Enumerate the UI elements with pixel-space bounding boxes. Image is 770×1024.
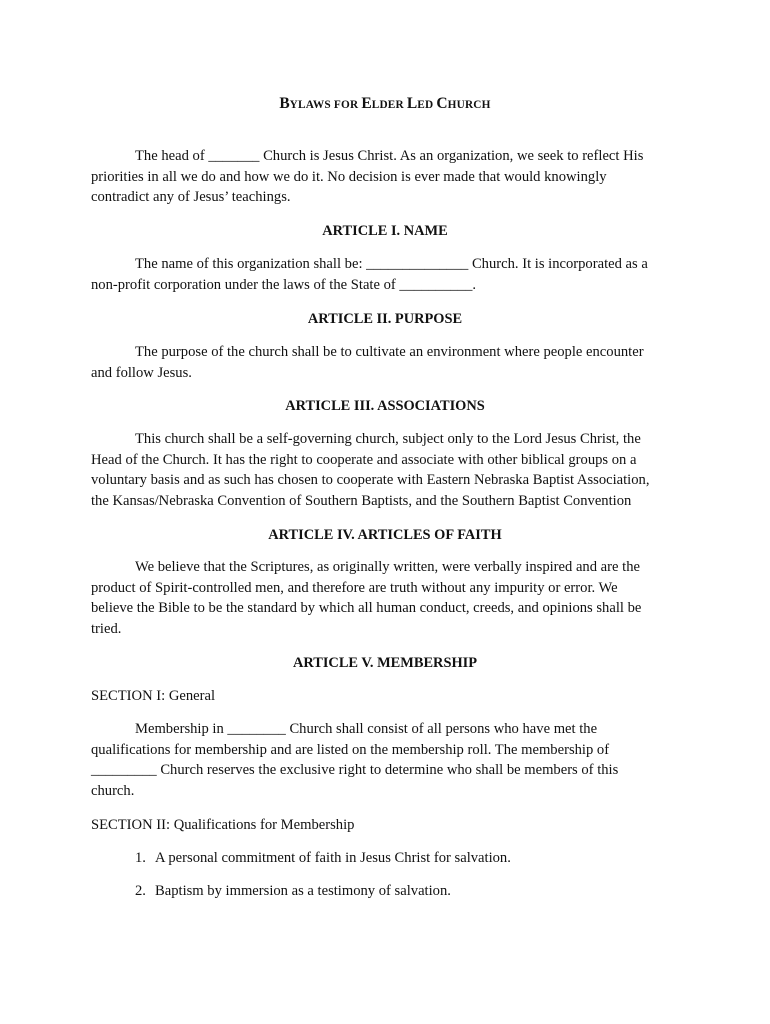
article-1-paragraph: The name of this organization shall be: ______________ Church. It is incorporated as a non-profit corporation under the laws of the State of __________. [91,256,648,293]
document-title: BYLAWS FOR ELDER LED CHURCH [279,95,491,112]
article-4-heading: ARTICLE IV. ARTICLES OF FAITH [268,527,502,543]
article-4-paragraph: We believe that the Scriptures, as originally written, were verbally inspired and are the product of Spirit-controlled men, and therefore are truth without any impurity or error. We believe the Bible to be the standard by which all human conduct, creeds, and opinions shall be tried. [91,559,642,637]
section-1-title: SECTION I: General [91,688,216,704]
article-3-paragraph: This church shall be a self-governing church, subject only to the Lord Jesus Christ, the Head of the Church. It has the right to cooperate and associate with other biblical groups on a voluntary basis and as such has chosen to cooperate with Eastern Nebraska Baptist Association, the Kansas/Nebraska Convention of Southern Baptists, and the Southern Baptist Convention [91,431,650,509]
article-5-heading: ARTICLE V. MEMBERSHIP [292,655,478,671]
article-3-heading: ARTICLE III. ASSOCIATIONS [285,398,485,414]
section-1-paragraph: Membership in ________ Church shall consist of all persons who have met the qualifications for membership and are listed on the membership roll. The membership of _________ Church reserves the exclusive right to determine who shall be members of this church. [91,721,619,799]
article-2-heading: ARTICLE II. PURPOSE [307,311,463,327]
intro-paragraph: The head of _______ Church is Jesus Christ. As an organization, we seek to reflect His priorities in all we do and how we do it. No decision is ever made that would knowingly contradict any of Jesus’ teachings. [91,148,644,206]
article-2-paragraph: The purpose of the church shall be to cultivate an environment where people encounter and follow Jesus. [91,344,644,381]
article-1-heading: ARTICLE I. NAME [322,223,448,239]
list-item: 1. A personal commitment of faith in Jesus Christ for salvation. [135,850,511,866]
section-2-title: SECTION II: Qualifications for Membership [91,817,355,833]
list-item: 2. Baptism by immersion as a testimony of salvation. [135,883,451,899]
